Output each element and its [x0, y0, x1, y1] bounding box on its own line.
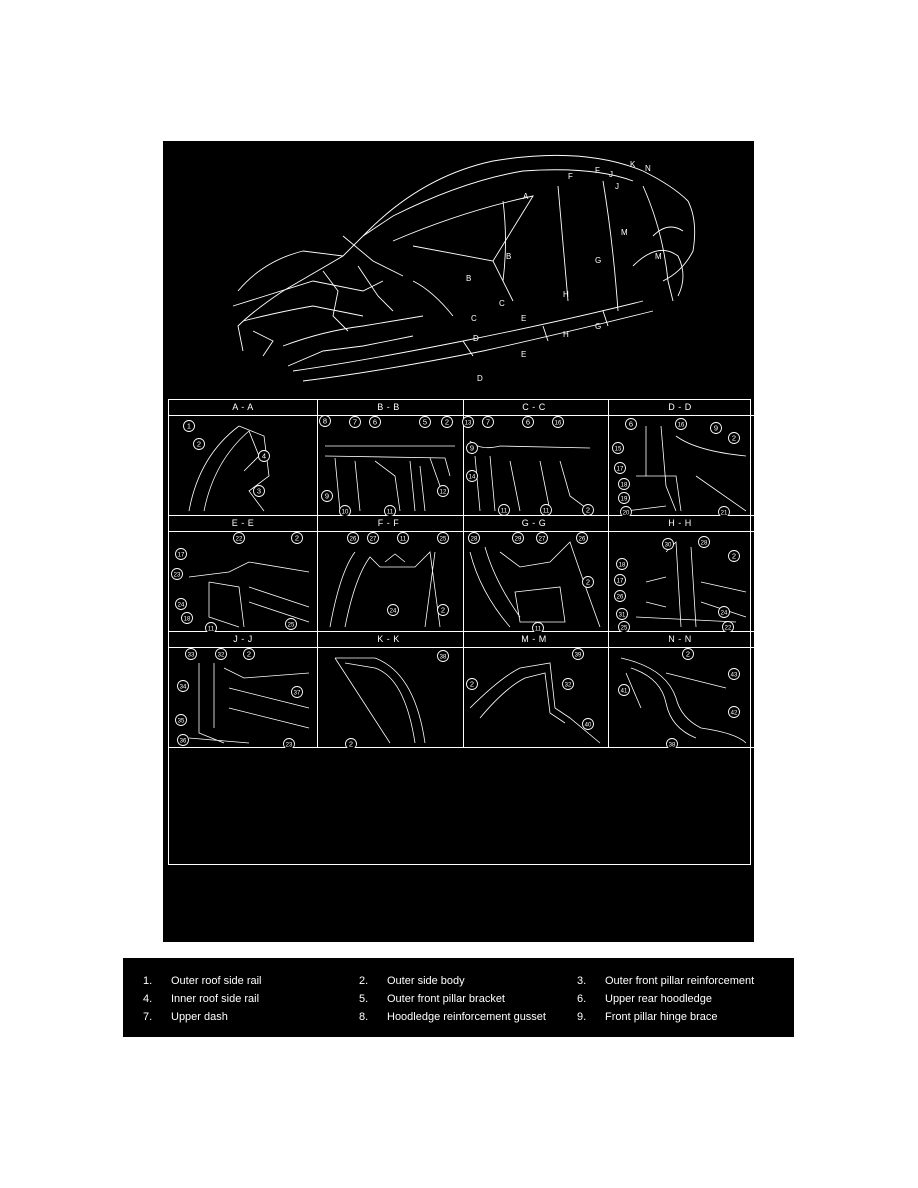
part-callout [176, 549, 187, 560]
svg-text:2: 2 [469, 679, 475, 689]
part-callout [614, 591, 625, 602]
section-view [460, 400, 609, 516]
section-label: M - M [460, 632, 608, 648]
section-views-grid [168, 399, 751, 865]
car-marker: D [477, 374, 483, 383]
svg-text:21: 21 [720, 510, 727, 516]
car-marker: G [595, 322, 602, 331]
svg-text:5: 5 [422, 417, 427, 427]
legend-item: 8. Hoodledge reinforcement gusset [359, 1011, 546, 1023]
part-callout [216, 649, 227, 660]
section-view [606, 632, 755, 748]
part-callout [437, 605, 448, 616]
part-callout [718, 607, 729, 618]
svg-text:18: 18 [620, 482, 627, 489]
part-callout [698, 537, 709, 548]
svg-text:28: 28 [470, 536, 478, 543]
part-callout [369, 417, 380, 428]
svg-text:22: 22 [235, 536, 243, 543]
section-drawing [460, 648, 609, 748]
svg-text:11: 11 [500, 508, 508, 515]
car-marker: J [609, 170, 613, 179]
part-callout [618, 479, 629, 490]
svg-text:2: 2 [585, 505, 591, 515]
car-marker: A [523, 192, 529, 201]
svg-text:39: 39 [574, 652, 582, 659]
svg-text:2: 2 [585, 577, 591, 587]
part-callout [441, 417, 452, 428]
part-callout [367, 533, 378, 544]
part-callout [618, 685, 629, 696]
part-callout [682, 649, 693, 660]
svg-text:11: 11 [542, 508, 550, 515]
svg-text:11: 11 [399, 536, 406, 543]
car-marker: J [615, 182, 619, 191]
svg-text:18: 18 [618, 562, 625, 569]
part-callout [618, 493, 629, 504]
part-callout [234, 533, 245, 544]
part-callout [533, 623, 544, 633]
svg-text:20: 20 [622, 510, 629, 516]
part-callout [728, 669, 739, 680]
car-marker: B [466, 274, 472, 283]
part-callout [513, 533, 524, 544]
part-callout [722, 622, 733, 633]
section-view [169, 400, 318, 516]
legend-item: 6. Upper rear hoodledge [577, 993, 713, 1005]
svg-text:24: 24 [177, 602, 185, 609]
part-callout [254, 486, 265, 497]
legend-item: 4. Inner roof side rail [143, 993, 260, 1005]
part-callout [319, 416, 330, 427]
section-view [606, 400, 755, 516]
car-marker: E [521, 314, 527, 323]
svg-text:42: 42 [730, 710, 737, 717]
car-marker: C [471, 314, 477, 323]
svg-text:25: 25 [620, 625, 627, 632]
part-callout [483, 417, 494, 428]
car-marker: G [595, 256, 602, 265]
part-callout [345, 739, 356, 749]
part-callout [718, 507, 729, 517]
svg-text:14: 14 [468, 474, 476, 481]
car-marker: F [595, 166, 600, 175]
part-callout [616, 609, 627, 620]
section-view [606, 516, 755, 632]
section-drawing [315, 648, 464, 748]
svg-text:11: 11 [207, 626, 215, 632]
part-callout [728, 707, 739, 718]
svg-text:17: 17 [616, 466, 623, 473]
svg-text:2: 2 [685, 649, 690, 659]
part-callout [178, 735, 189, 746]
svg-text:37: 37 [293, 690, 301, 697]
section-label: E - E [169, 516, 317, 532]
svg-text:17: 17 [177, 552, 185, 559]
svg-text:23: 23 [285, 742, 293, 748]
part-callout [583, 719, 594, 730]
section-view [315, 516, 464, 632]
part-callout [347, 533, 358, 544]
svg-text:26: 26 [616, 594, 623, 601]
part-callout [499, 505, 510, 516]
section-drawing [460, 416, 609, 516]
svg-text:2: 2 [444, 417, 449, 427]
car-marker: C [499, 299, 505, 308]
car-marker: E [521, 350, 527, 359]
part-callout [469, 533, 480, 544]
parts-legend [123, 958, 794, 1037]
svg-text:7: 7 [485, 417, 491, 427]
part-callout [186, 649, 197, 660]
svg-text:24: 24 [389, 608, 396, 615]
part-callout [728, 433, 739, 444]
svg-text:18: 18 [183, 616, 191, 623]
car-marker: N [645, 164, 651, 173]
section-view [315, 632, 464, 748]
section-drawing [315, 416, 464, 516]
svg-text:6: 6 [372, 417, 377, 427]
svg-text:11: 11 [534, 626, 542, 632]
svg-text:34: 34 [179, 684, 187, 691]
part-callout [620, 507, 631, 517]
part-callout [523, 417, 534, 428]
svg-text:22: 22 [724, 625, 731, 632]
part-callout [349, 417, 360, 428]
section-view [169, 516, 318, 632]
section-label: N - N [606, 632, 755, 648]
section-view [460, 516, 609, 632]
part-callout [384, 506, 395, 517]
part-callout [563, 679, 574, 690]
svg-text:32: 32 [217, 652, 225, 659]
part-callout [710, 423, 721, 434]
part-callout [467, 471, 478, 482]
svg-text:27: 27 [538, 536, 546, 543]
part-callout [292, 533, 303, 544]
section-drawing [315, 532, 464, 632]
part-callout [206, 623, 217, 633]
svg-text:13: 13 [464, 420, 472, 427]
svg-text:40: 40 [584, 722, 592, 729]
part-callout [244, 649, 255, 660]
svg-text:9: 9 [324, 491, 329, 501]
part-callout [612, 443, 623, 454]
part-callout [437, 533, 448, 544]
section-label: A - A [169, 400, 317, 416]
part-callout [616, 559, 627, 570]
svg-text:23: 23 [173, 572, 181, 579]
svg-text:26: 26 [349, 536, 356, 543]
svg-text:24: 24 [720, 610, 727, 617]
section-drawing [169, 416, 318, 516]
part-callout [259, 451, 270, 462]
body-structure-figure [163, 141, 754, 942]
section-drawing [606, 416, 755, 516]
part-callout [577, 533, 588, 544]
car-marker: B [506, 252, 512, 261]
part-callout [286, 619, 297, 630]
svg-text:27: 27 [369, 536, 376, 543]
section-view [315, 400, 464, 516]
section-label: J - J [169, 632, 317, 648]
part-callout [172, 569, 183, 580]
legend-item: 2. Outer side body [359, 975, 465, 987]
section-label: G - G [460, 516, 608, 532]
svg-text:12: 12 [439, 489, 446, 496]
part-callout [397, 533, 408, 544]
svg-text:29: 29 [514, 536, 522, 543]
part-callout [419, 417, 430, 428]
svg-text:16: 16 [677, 422, 684, 429]
part-callout [182, 613, 193, 624]
section-label: K - K [315, 632, 463, 648]
part-callout [625, 419, 636, 430]
svg-text:2: 2 [196, 439, 202, 449]
section-view [169, 632, 318, 748]
part-callout [467, 443, 478, 454]
svg-text:11: 11 [386, 509, 393, 516]
part-callout [614, 463, 625, 474]
section-drawing [460, 532, 609, 632]
legend-item: 1. Outer roof side rail [143, 975, 262, 987]
svg-text:32: 32 [564, 682, 572, 689]
legend-item: 7. Upper dash [143, 1011, 228, 1023]
svg-text:26: 26 [578, 536, 586, 543]
section-drawing [606, 532, 755, 632]
part-callout [387, 605, 398, 616]
section-label: C - C [460, 400, 608, 416]
svg-text:2: 2 [246, 649, 252, 659]
svg-text:9: 9 [713, 423, 718, 433]
part-callout [675, 419, 686, 430]
svg-text:2: 2 [348, 739, 353, 748]
part-callout [728, 551, 739, 562]
car-marker: H [563, 330, 569, 339]
section-drawing [169, 532, 318, 632]
svg-text:17: 17 [616, 578, 623, 585]
svg-text:25: 25 [439, 536, 446, 543]
svg-text:31: 31 [618, 612, 625, 619]
part-callout [573, 649, 584, 660]
part-callout [437, 486, 448, 497]
car-marker: D [473, 334, 479, 343]
section-view [460, 632, 609, 748]
svg-text:38: 38 [668, 742, 675, 748]
part-callout [176, 715, 187, 726]
svg-text:38: 38 [439, 654, 446, 661]
svg-text:36: 36 [179, 738, 187, 745]
svg-text:2: 2 [731, 433, 736, 443]
part-callout [184, 421, 195, 432]
svg-text:8: 8 [322, 416, 327, 426]
svg-text:1: 1 [186, 421, 192, 431]
svg-text:7: 7 [352, 417, 357, 427]
svg-text:6: 6 [628, 419, 633, 429]
svg-text:4: 4 [261, 451, 267, 461]
svg-text:19: 19 [620, 496, 627, 503]
svg-text:43: 43 [730, 672, 737, 679]
part-callout [339, 506, 350, 517]
part-callout [583, 577, 594, 588]
part-callout [321, 491, 332, 502]
part-callout [292, 687, 303, 698]
svg-text:15: 15 [614, 446, 621, 453]
part-callout [463, 417, 474, 428]
car-marker: H [563, 290, 569, 299]
svg-text:41: 41 [620, 688, 627, 695]
section-label: H - H [606, 516, 755, 532]
section-label: B - B [315, 400, 463, 416]
legend-item: 3. Outer front pillar reinforcement [577, 975, 755, 987]
svg-text:3: 3 [256, 486, 262, 496]
svg-text:2: 2 [440, 605, 445, 615]
svg-text:9: 9 [469, 443, 475, 453]
part-callout [176, 599, 187, 610]
svg-text:33: 33 [187, 652, 195, 659]
car-body-illustration [163, 141, 754, 399]
part-callout [437, 651, 448, 662]
svg-text:16: 16 [554, 420, 562, 427]
svg-text:28: 28 [700, 540, 707, 547]
svg-text:10: 10 [341, 509, 348, 516]
svg-text:30: 30 [664, 542, 671, 549]
car-marker: F [568, 172, 573, 181]
legend-item: 5. Outer front pillar bracket [359, 993, 505, 1005]
svg-text:25: 25 [287, 622, 295, 629]
section-drawing [606, 648, 755, 748]
part-callout [178, 681, 189, 692]
car-marker: M [621, 228, 628, 237]
part-callout [467, 679, 478, 690]
part-callout [284, 739, 295, 749]
svg-text:2: 2 [294, 533, 300, 543]
part-callout [583, 505, 594, 516]
part-callout [614, 575, 625, 586]
part-callout [553, 417, 564, 428]
section-drawing [169, 648, 318, 748]
section-label: F - F [315, 516, 463, 532]
part-callout [618, 622, 629, 633]
part-callout [537, 533, 548, 544]
part-callout [666, 739, 677, 749]
part-callout [541, 505, 552, 516]
part-callout [662, 539, 673, 550]
svg-text:35: 35 [177, 718, 185, 725]
svg-text:2: 2 [731, 551, 736, 561]
legend-item: 9. Front pillar hinge brace [577, 1011, 718, 1023]
svg-text:6: 6 [525, 417, 531, 427]
section-label: D - D [606, 400, 755, 416]
car-marker: K [630, 160, 636, 169]
car-marker: M [655, 252, 662, 261]
part-callout [194, 439, 205, 450]
